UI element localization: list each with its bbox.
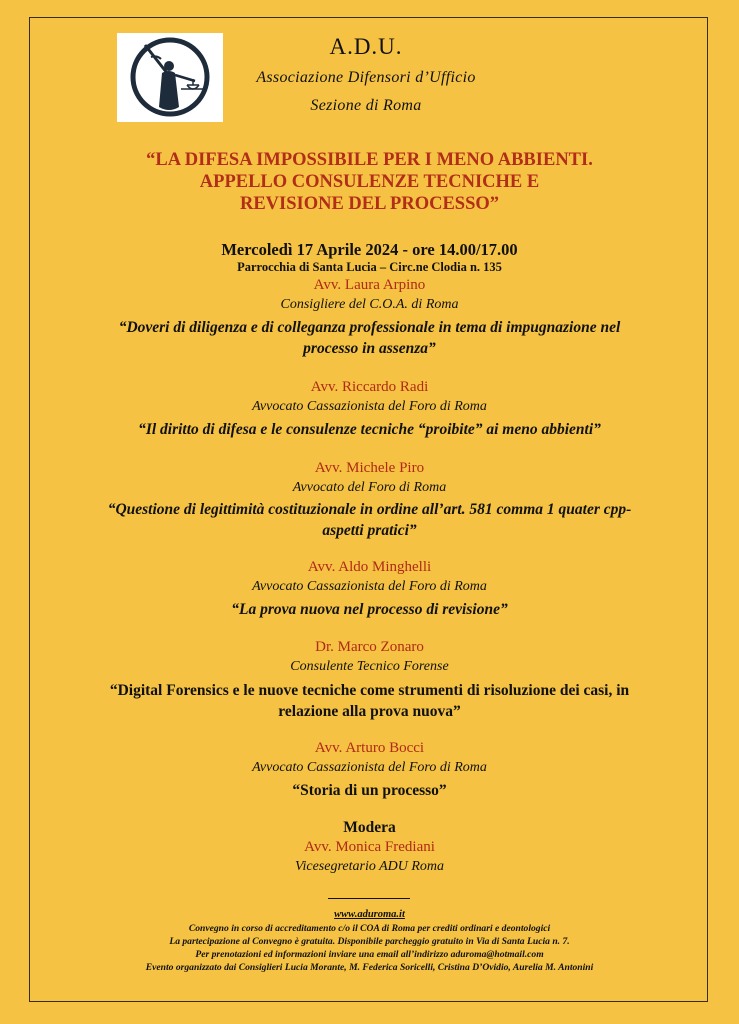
event-title-line-3: REVISIONE DEL PROCESSO” xyxy=(239,194,500,214)
speaker-name: Avv. Laura Arpino xyxy=(313,277,426,293)
speaker-role: Consigliere del C.O.A. di Roma xyxy=(280,297,459,312)
footer-accreditation: Convegno in corso di accreditamento c/o il COA di Roma per crediti ordinari e deontologici xyxy=(188,923,551,934)
speaker-name: Dr. Marco Zonaro xyxy=(315,639,424,655)
speaker-name: Avv. Riccardo Radi xyxy=(310,379,429,395)
footer-divider xyxy=(328,898,410,899)
talk-title: “Storia di un processo” xyxy=(292,782,447,799)
speaker-role: Avvocato del Foro di Roma xyxy=(292,480,447,495)
talk-title: “La prova nuova nel processo di revisione” xyxy=(231,601,508,618)
footer-participation: La partecipazione al Convegno è gratuita. Disponibile parcheggio gratuito in Via di Santa Lucia n. 7. xyxy=(169,936,570,947)
speaker-name: Avv. Arturo Bocci xyxy=(314,740,425,756)
moderator-name: Avv. Monica Frediani xyxy=(304,839,435,855)
talk-title: “Doveri di diligenza e di colleganza professionale in tema di impugnazione nel xyxy=(118,319,621,336)
org-acronym: A.D.U. xyxy=(329,34,403,59)
talk-title-cont: relazione alla prova nuova” xyxy=(278,703,461,720)
speaker-role: Consulente Tecnico Forense xyxy=(290,659,449,674)
moderator-role: Vicesegretario ADU Roma xyxy=(294,859,445,874)
justice-emblem-icon xyxy=(117,33,223,122)
talk-title: “Il diritto di difesa e le consulenze tecniche “proibite” ai meno abbienti” xyxy=(138,421,601,438)
talk-title: “Questione di legittimità costituzionale in ordine all’art. 581 comma 1 quater cpp- xyxy=(107,501,632,518)
event-date: Mercoledì 17 Aprile 2024 - ore 14.00/17.00 xyxy=(221,240,518,259)
adu-logo xyxy=(117,33,223,122)
website-link[interactable]: www.aduroma.it xyxy=(334,909,405,920)
footer-booking: Per prenotazioni ed informazioni inviare una email all’indirizzo aduroma@hotmail.com xyxy=(195,949,544,960)
footer-organizers: Evento organizzato dai Consiglieri Lucia Morante, M. Federica Soricelli, Cristina D’Ovidio, Aurelia M. Antonini xyxy=(145,962,594,973)
talk-title-cont: aspetti pratici” xyxy=(322,522,417,539)
talk-title-cont: processo in assenza” xyxy=(303,340,436,357)
speaker-name: Avv. Aldo Minghelli xyxy=(307,559,432,575)
speaker-name: Avv. Michele Piro xyxy=(314,460,425,476)
event-title-line-2: APPELLO CONSULENZE TECNICHE E xyxy=(199,172,540,192)
speaker-role: Avvocato Cassazionista del Foro di Roma xyxy=(252,579,487,594)
org-full-name: Associazione Difensori d’Ufficio xyxy=(256,69,476,86)
event-venue: Parrocchia di Santa Lucia – Circ.ne Clodia n. 135 xyxy=(237,260,502,274)
org-section: Sezione di Roma xyxy=(310,97,422,114)
speaker-role: Avvocato Cassazionista del Foro di Roma xyxy=(252,760,487,775)
talk-title: “Digital Forensics e le nuove tecniche come strumenti di risoluzione dei casi, in xyxy=(109,682,630,699)
event-title-line-1: “LA DIFESA IMPOSSIBILE PER I MENO ABBIENTI. xyxy=(146,150,593,170)
moderator-label: Modera xyxy=(343,819,396,836)
speaker-role: Avvocato Cassazionista del Foro di Roma xyxy=(252,399,487,414)
